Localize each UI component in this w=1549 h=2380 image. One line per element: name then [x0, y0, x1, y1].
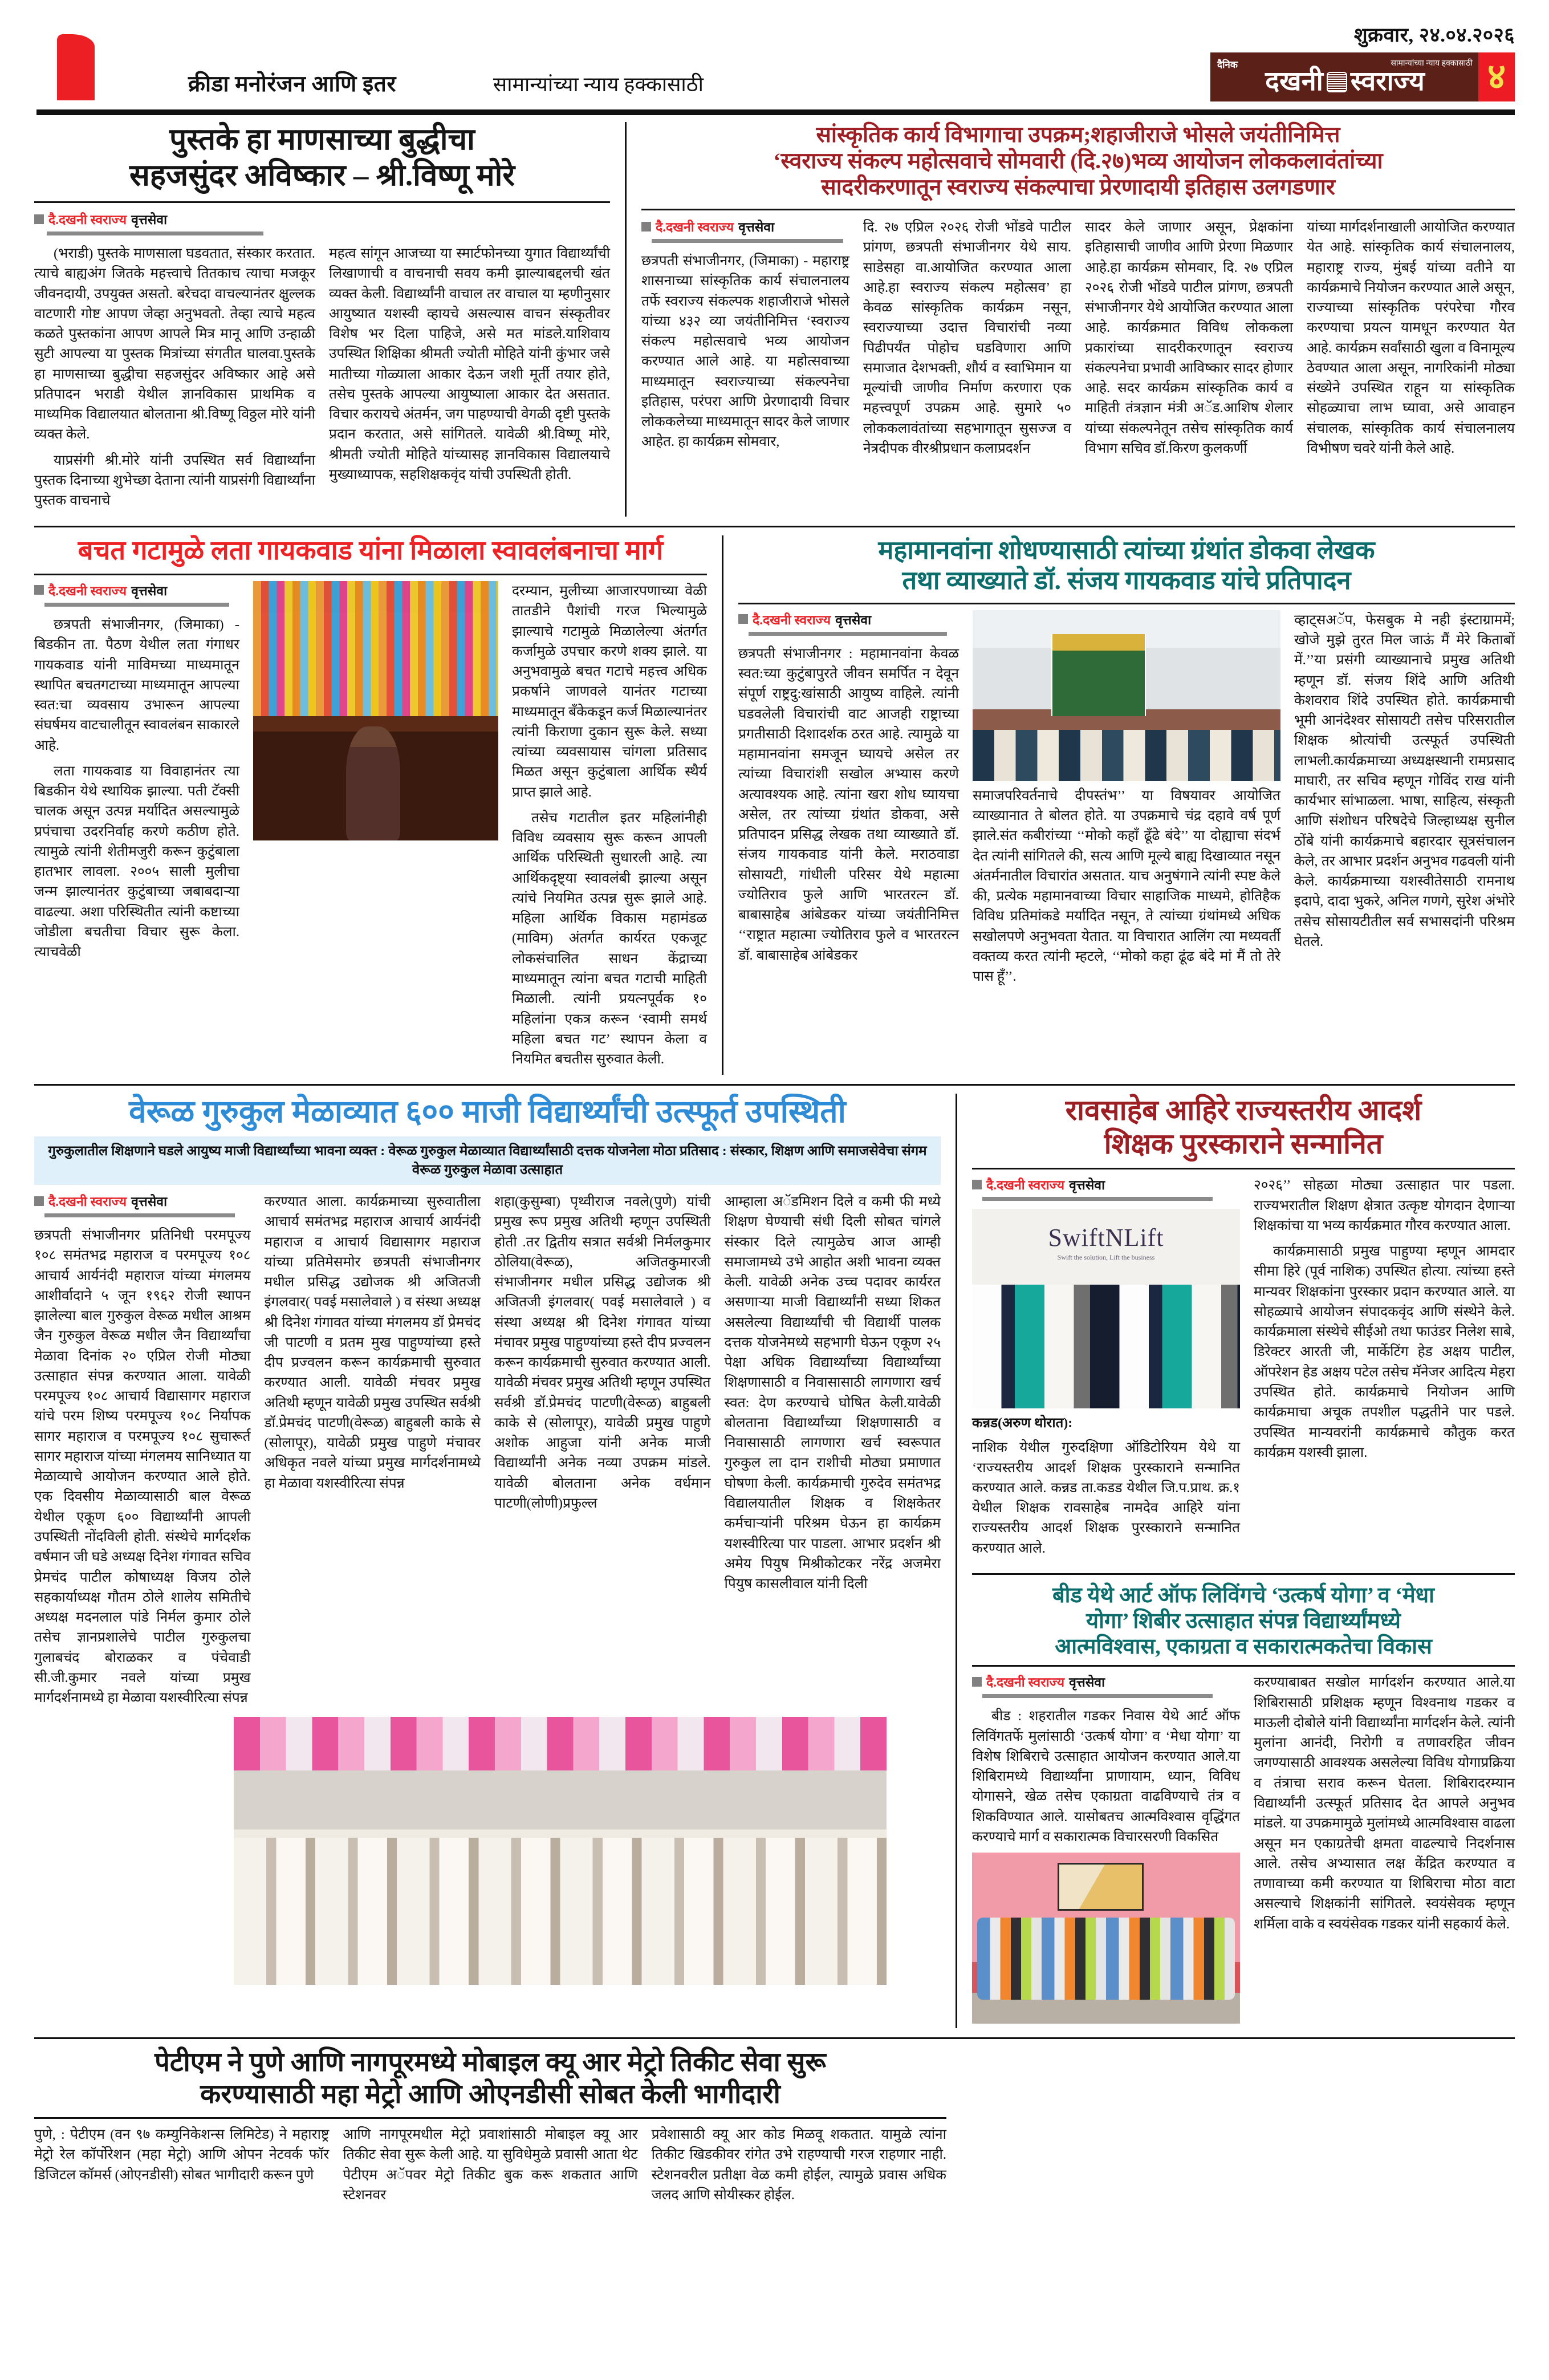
story1-rule [34, 201, 610, 203]
logo-tagline: सामान्यांच्या न्याय हक्कासाठी [1391, 59, 1473, 68]
byline-square-icon [641, 222, 651, 231]
kids-yoga-camp-photo [972, 1853, 1240, 2024]
story4-byline-rule [749, 632, 947, 636]
byline-paper-name: दै.दखनी स्वराज्य [48, 1195, 127, 1209]
story7-headline-line2: योगा’ शिबीर उत्साहात संपन्न विद्यार्थ्यांमध्ये [1086, 1609, 1401, 1633]
story7-headline-line3: आत्मविश्वास, एकाग्रता व सकारात्मकतेचा विकास [1055, 1634, 1432, 1659]
story5-para-3: शहा(कुसुम्बा) पृथ्वीराज नवले(पुणे) यांची प्रमुख रूप प्रमुख अतिथी म्हणून उपस्थिती होती .तर द्वितीय सत्रात सर्वश्री निर्मलकुमार ठोलिया(वेरूळ), अजितकुमारजी संभाजीनगर मधील प्रसिद्ध उद्योजक श्री अजितजी इंगलवार( पवई मसालेवाले ) व संस्था अध्यक्ष श्री दिनेश गंगावत यांच्या मंचावर प्रमुख पाहुण्यांच्या हस्ते दीप प्रज्वलन करून कार्यक्रमाची सुरुवात करण्यात आली. यावेळी मंचवर प्रमुख अतिथी म्हणून उपस्थित सर्वश्री डॉ.प्रेमचंद पाटणी(वेरूळ) बाहुबली काके से (सोलापूर), यावेळी प्रमुख पाहुणे अशोक आहुजा यांनी अनेक माजी विद्यार्थ्यांनी अनेक नव्या उपक्रम मांडले. यावेळी बोलताना अनेक वर्धमान पाटणी(लोणी)प्रफुल्ल [494, 1194, 711, 1511]
section-rule-4 [34, 2037, 1515, 2039]
story2-byline-rule [652, 239, 843, 243]
swiftnlift-logo-text [972, 1223, 1240, 1262]
byline-paper-name: दै.दखनी स्वराज्य [48, 213, 127, 228]
story1-byline-rule [47, 231, 263, 235]
award-brand-name: SwiftNLift [1048, 1223, 1164, 1252]
byline-service: वृत्तसेवा [131, 213, 168, 228]
story6-headline-line2: शिक्षक पुरस्काराने सन्मानित [1104, 1128, 1383, 1160]
story6-col-2 [1254, 1175, 1515, 1564]
logo-name-left: दखनी [1265, 67, 1323, 96]
story5-col-1 [34, 1192, 251, 1713]
story6-byline [972, 1175, 1240, 1193]
story2-para-1: छत्रपती संभाजीनगर, (जिमाका) - महाराष्ट्र शासनाच्या सांस्कृतिक कार्य संचालनालय तर्फे स्वराज्य संकल्पक शहाजीराजे भोसले यांच्या ४३२ व्या जयंतीनिमित्त ‘स्वराज्य संकल्प महोत्सवाचे भव्य आयोजन करण्यात आले आहे. या महोत्सवाच्या माध्यमातून स्वराज्याच्या संकल्पनेचा इतिहास, परंपरा आणि प्रेरणादायी विचार लोककलेच्या माध्यमातून सादर केले जाणार आहेत. हा कार्यक्रम सोमवार, [641, 253, 849, 450]
story-self-help-group [34, 535, 707, 1075]
story1-para-1: (भराडी) पुस्तके माणसाला घडवतात, संस्कार करतात. त्याचे बाह्यअंग जितके महत्त्वाचे तितकाच त्याचा मजकूर जीवनदायी, उपयुक्त असतो. बरेचदा वाचल्यानंतर क्षुल्लक वाटणारी गोष्ट आपण जेव्हा अनुभवतो. तेव्हा त्याचे महत्व कळते पुस्तकांना आपण आपले मित्र मानू आणि उन्हाळी सुटी आपल्या या पुस्तक मित्रांच्या संगतीत घालवा.पुस्तके हा माणसाच्या बुद्धीचा सहजसुंदर अविष्कार आहे असे प्रतिपादन भराडी येथील ज्ञानविकास प्राथमिक व माध्यमिक विद्यालयात बोलताना श्री.विष्णू विठ्ठल मोरे यांनी व्यक्त केले. [34, 246, 315, 442]
story2-para-3: सादर केले जाणार असून, प्रेक्षकांना इतिहासाची जाणीव आणि प्रेरणा मिळणार आहे.हा कार्यक्रम सोमवार, दि. २७ एप्रिल २०२६ रोजी भोंडवे पाटील प्रांगण, छत्रपती संभाजीनगर येथे आयोजित करण्यात आला आहे. कार्यक्रमात विविध लोककला प्रकारांच्या सादरीकरणातून स्वराज्य संकल्पनेचा प्रभावी आविष्कार सादर होणार आहे. सदर कार्यक्रम सांस्कृतिक कार्य व माहिती तंत्रज्ञान मंत्री अॅड.आशिष शेलार यांच्या संकल्पनेतून तसेच सांस्कृतिक कार्य विभाग सचिव डॉ.किरण कुलकर्णी [1085, 220, 1293, 456]
story5-col-2 [265, 1192, 481, 1713]
story6-rule [972, 1168, 1515, 1169]
story6-caption: कन्नड(अरुण थोरात): [972, 1416, 1073, 1431]
alumni-crowd-photo [234, 1717, 887, 1985]
masthead-rule [36, 109, 1515, 115]
masthead-red-bar-left [57, 34, 95, 100]
story7-rule [972, 1665, 1515, 1667]
story3-columns [34, 581, 707, 1075]
trophy-icon [1128, 1325, 1154, 1376]
logo-name-right: स्वराज्य [1350, 67, 1425, 96]
story-book-day [34, 122, 610, 517]
story6-para-3: कार्यक्रमासाठी प्रमुख पाहुण्या म्हणून आमदार सीमा हिरे (पूर्व नाशिक) उपस्थित होत्या. त्यांच्या हस्ते मान्यवर शिक्षकांना पुरस्कार प्रदान करण्यात आले. या सोहळ्याचे आयोजन संपादकवृंद आणि संस्थेने केले. कार्यक्रमाला संस्थेचे सीईओ तथा फाउंडर निलेश साबे, डिरेक्टर आरती जी, मार्केटिंग हेड अक्षय पाटील, ऑपरेशन हेड अक्षय पटेल तसेच मॅनेजर आदित्य मेहरा उपस्थित होते. कार्यक्रमाचे नियोजन आणि कार्यक्रमाचा अचूक तपशील पद्धतीने पार पडले. उपस्थित मान्यवरांनी कार्यक्रमाचे कौतुक करत कार्यक्रम यशस्वी झाला. [1254, 1244, 1515, 1460]
story5-columns [34, 1192, 941, 1713]
story5-para-2: करण्यात आला. कार्यक्रमाच्या सुरुवातीला आचार्य समंतभद्र महाराज आचार्य आर्यनंदी महाराज व आचार्य विद्यासागर महाराज यांच्या प्रतिमेसमोर छत्रपती संभाजीनगर मधील प्रसिद्ध उद्योजक श्री अजितजी इंगलवार( पवई मसालेवाले ) व संस्था अध्यक्ष श्री दिनेश गंगावत यांच्या मंगलमय डॉ प्रेमचंद जी पाटणी व प्रतम मुख पाहुण्यांच्या हस्ते दीप प्रज्वलन करून कार्यक्रमाची सुरुवात करण्यात आली. यावेळी मंचवर प्रमुख अतिथी म्हणून यावेळी प्रमुख उपस्थित सर्वश्री डॉ.प्रेमचंद पाटणी(वेरूळ) बाहुबली काके से (सोलापूर), यावेळी प्रमुख पाहुणे मंचावर अधिकृत नवले यांच्या प्रमुख मार्गदर्शनामध्ये हा मेळावा यशस्वीरित्या संपन्न [264, 1194, 481, 1491]
page-number-badge: ४ [1478, 52, 1515, 101]
story7-columns [972, 1672, 1515, 2028]
story5-subhead-box [34, 1136, 941, 1185]
story3-para-4: तसेच गटातील इतर महिलांनीही विविध व्यवसाय सुरू करून आपली आर्थिक परिस्थिती सुधारली आहे. त्या आर्थिकदृष्ट्या स्वावलंबी झाल्या असून त्यांचे नियमित उत्पन्न सुरू झाले आहे. महिला आर्थिक विकास महामंडळ (माविम) अंतर्गत कार्यरत एकजूट लोकसंचालित साधन केंद्राच्या माध्यमातून त्यांना बचत गटाची माहिती मिळाली. त्यांनी प्रयत्नपूर्वक १० महिलांना एकत्र करून ‘स्वामी समर्थ महिला बचत गट’ स्थापन केला व नियमित बचतीस सुरुवात केली. [512, 810, 707, 1067]
story-paytm-metro [34, 2047, 946, 2211]
story3-headline: बचत गटामुळे लता गायकवाड यांना मिळाला स्वावलंबनाचा मार्ग [78, 535, 664, 566]
story7-headline [972, 1583, 1515, 1659]
story3-para-2: लता गायकवाड या विवाहानंतर त्या बिडकीन येथे स्थायिक झाल्या. पती टॅक्सी चालक असून उत्पन्न मर्यादित असल्यामुळे प्रपंचाचा उदरनिर्वाह करणे कठीण होते. त्यामुळे त्यांनी शेतीमजुरी करून कुटुंबाला हातभार लावला. २००५ साली मुलीचा जन्म झाल्यानंतर कुटुंबाच्या जबाबदाऱ्या वाढल्या. अशा परिस्थितीत त्यांनी कष्टाच्या जोडीला बचतीचा विचार सुरू केला. त्याचवेळी [34, 763, 239, 960]
story4-col-3 [1294, 610, 1515, 993]
story7-para-2: करण्याबाबत सखोल मार्गदर्शन करण्यात आले.या शिबिरासाठी प्रशिक्षक म्हणून विश्वनाथ गडकर व माऊली दोबोले यांनी विद्यार्थ्यांना मार्गदर्शन केले. त्यांनी मुलांना आनंदी, निरोगी व तणावरहित जीवन जगण्यासाठी आवश्यक असलेल्या विविध योगाप्रक्रिया व तंत्राचा सराव करून घेतला. शिबिरादरम्यान विद्यार्थ्यांनी उत्स्फूर्त प्रतिसाद देत आपले अनुभव मांडले. या उपक्रमामुळे मुलांमध्ये आत्मविश्वास वाढला असून मन एकाग्रतेची क्षमता वाढल्याचे निदर्शनास आले. तसेच अभ्यासात लक्ष केंद्रित करण्यात व तणावाच्या कमी करण्यात या शिबिराचा मोठा वाटा असल्याचे शिक्षकांनी सांगितले. स्वयंसेवक म्हणून शर्मिला वाके व स्वयंसेवक गडकर यांनी सहकार्य केले. [1254, 1675, 1515, 1932]
story-art-of-living-yoga [972, 1583, 1515, 2028]
story6-headline [972, 1094, 1515, 1161]
row-2 [34, 535, 1515, 1075]
story6-columns [972, 1175, 1515, 1564]
story8-col-1 [34, 2125, 329, 2211]
byline-service: वृत्तसेवा [1069, 1675, 1105, 1690]
masthead-center [188, 68, 704, 98]
vertical-divider-2 [722, 535, 723, 1075]
story1-columns [34, 243, 610, 516]
story3-col-photo [253, 581, 498, 1075]
masthead-right [1210, 21, 1515, 101]
right-stack [972, 1094, 1515, 2028]
story2-col-1 [641, 217, 849, 464]
story2-para-4: यांच्या मार्गदर्शनाखाली आयोजित करण्यात येत आहे. सांस्कृतिक कार्य संचालनालय, महाराष्ट्र राज्य, मुंबई यांच्या वतीने या कार्यक्रमाचे नियोजन करण्यात आले असून, राज्याच्या सांस्कृतिक परंपरेचा गौरव करण्याचा प्रयत्न यामधून करण्यात येत आहे. कार्यक्रम सर्वांसाठी खुला व विनामूल्य ठेवण्यात आला असून, नागरिकांनी मोठ्या संख्येने उपस्थित राहून या सांस्कृतिक सोहळ्याचा लाभ घ्यावा, असे आवाहन संचालक, सांस्कृतिक कार्य संचालनालय विभीषण चवरे यांनी केले आहे. [1307, 220, 1515, 456]
byline-paper-name: दै.दखनी स्वराज्य [986, 1675, 1065, 1690]
story4-para-2: समाजपरिवर्तनाचे दीपस्तंभ’’ या विषयावर आयोजित व्याख्यानात ते बोलत होते. या उपक्रमाचे चंद्र दहावे वर्ष पूर्ण झाले.संत कबीरांच्या ‘‘मोको कहाँ ढूँढे बंदे’’ या दोह्याचा संदर्भ देत त्यांनी सांगितले की, सत्य आणि मूल्ये बाह्य दिखाव्यात नसून अंतर्मनातील विचारांत असतात. याच अनुषंगाने त्यांनी स्पष्ट केले की, प्रत्येक महामानवाच्या विचार साहाजिक माध्यमे, होतिहैक विविध प्रतिमांकडे मर्यादित नसून, ते त्यांच्या ग्रंथांमध्ये अधिक सखोलपणे अनुभवता येतात. या विचारात आलिंग त्या मध्यवर्ती वक्तव्य करत त्यांनी म्हटले, ‘‘मोको कहा ढूंढ बंदे मां मैं तो तेरे पास हूँ’’. [973, 787, 1280, 985]
story2-rule [641, 209, 1515, 210]
story5-col-3 [494, 1192, 711, 1713]
story1-col-2 [329, 243, 610, 516]
story3-byline [34, 581, 239, 599]
story3-para-1: छत्रपती संभाजीनगर, (जिमाका) - बिडकीन ता. पैठण येथील लता गंगाधर गायकवाड यांनी माविमच्या माध्यमातून स्थापित बचतगटाच्या माध्यमातून आपल्या स्वत:चा व्यवसाय उभारून आपल्या संघर्षमय वाटचालीतून स्वावलंबन साकारले आहे. [34, 616, 239, 753]
byline-paper-name: दै.दखनी स्वराज्य [48, 583, 127, 598]
story6-para-2: २०२६’’ सोहळा मोठ्या उत्साहात पार पडला. राज्यभरातील शिक्षण क्षेत्रात उत्कृष्ट योगदान देणाऱ्या शिक्षकांचा या भव्य कार्यक्रमात गौरव करण्यात आला. [1254, 1177, 1515, 1233]
section-rule-2 [34, 1084, 1515, 1086]
byline-square-icon [738, 614, 748, 624]
story6-byline-rule [982, 1197, 1213, 1201]
globe-icon [1327, 72, 1347, 92]
award-brand-sub: Swift the solution, Lift the business [1057, 1253, 1155, 1261]
story5-para-1: छत्रपती संभाजीनगर प्रतिनिधी परमपूज्य १०८ समंतभद्र महाराज व परमपूज्य १०८ आचार्य आर्यनंदी महाराज यांच्या मंगलमय आशीर्वादाने ५ जून १९६२ रोजी स्थापन झालेल्या बाल गुरुकुल वेरूळ मधील आश्रम जैन गुरुकुल वेरूळ मधील जैन विद्यार्थ्यांचा मेळावा दिनांक २० एप्रिल रोजी मोठ्या उत्साहात संपन्न करण्यात आला. यावेळी परमपूज्य १०८ आचार्य विद्यासागर महाराज यांचे परम शिष्य परमपूज्य १०८ निर्यापक सागर महाराज व परमपूज्य १०८ सुचारूर्त सागर महाराज यांच्या मंगलमय सानिध्यात या मेळाव्याचे आयोजन करण्यात आले होते. एक दिवसीय मेळाव्यासाठी बाल वेरूळ येथील एकूण ६०० विद्यार्थ्यांनी आपली उपस्थिती नोंदविली होती. संस्थेचे मार्गदर्शक वर्षमान जी घडे अध्यक्ष दिनेश गंगावत सचिव प्रेमचंद पाटील कोषाध्यक्ष विजय ठोले सहकार्याध्यक्ष गौतम ठोले शालेय समितीचे अध्यक्ष मदनलाल पांडे निर्मल कुमार ठोले तसेच ज्ञानप्रशालेचे पाटील गुरुकुलचा गुलाबचंद बोराळकर व पंचेवाडी सी.जी.कुमार नवले यांच्या प्रमुख मार्गदर्शनामध्ये हा मेळावा यशस्वीरित्या संपन्न [34, 1228, 251, 1706]
logo-dainik-label: दैनिक [1217, 59, 1238, 70]
story5-headline: वेरूळ गुरुकुल मेळाव्यात ६०० माजी विद्यार्थ्यांची उत्स्फूर्त उपस्थिती [129, 1094, 846, 1130]
story1-headline-line2: सहजसुंदर अविष्कार – श्री.विष्णू मोरे [129, 159, 515, 192]
story7-col-2 [1254, 1672, 1515, 2028]
story8-para-3: प्रवेशासाठी क्यू आर कोड मिळवू शकतात. यामुळे त्यांना तिकीट खिडकीवर रांगेत उभे राहण्याची गरज राहणार नाही. स्टेशनवरील प्रतीक्षा वेळ कमी होईल, त्यामुळे प्रवास अधिक जलद आणि सोयीस्कर होईल. [651, 2127, 946, 2203]
story8-para-1: पुणे, : पेटीएम (वन ९७ कम्युनिकेशन्स लिमिटेड) ने महाराष्ट्र मेट्रो रेल कॉर्पोरेशन (महा मेट्रो) आणि ओपन नेटवर्क फॉर डिजिटल कॉमर्स (ओएनडीसी) सोबत भागीदारी करून पुणे [34, 2127, 330, 2183]
award-ceremony-photo [972, 1209, 1240, 1408]
story4-rule [738, 603, 1515, 604]
story3-rule [34, 574, 707, 575]
story8-headline-line1: पेटीएम ने पुणे आणि नागपूरमध्ये मोबाइल क्यू आर मेट्रो तिकीट सेवा सुरू [155, 2048, 826, 2078]
masthead [0, 0, 1549, 106]
story-mahamanav-granth [738, 535, 1515, 1075]
story7-byline-rule [982, 1694, 1213, 1698]
publication-date: शुक्रवार, २४.०४.२०२६ [1353, 24, 1515, 46]
story4-headline-line2: तथा व्याख्याते डॉ. संजय गायकवाड यांचे प्रतिपादन [902, 566, 1351, 595]
story4-headline [738, 535, 1515, 596]
newspaper-logo [1210, 52, 1478, 101]
masthead-tagline: सामान्यांच्या न्याय हक्कासाठी [493, 73, 704, 96]
byline-service: वृत्तसेवा [131, 583, 168, 598]
story2-byline [641, 217, 849, 235]
byline-square-icon [972, 1677, 982, 1687]
story-swarajya-sankalp [641, 122, 1515, 517]
story7-byline [972, 1672, 1240, 1691]
story2-headline-line3: सादरीकरणातून स्वराज्य संकल्पाचा प्रेरणादायी इतिहास उलगडणार [821, 175, 1335, 200]
story2-col-3 [1085, 217, 1293, 464]
story2-col-2 [863, 217, 1071, 464]
story7-para-1: बीड : शहरातील गडकर निवास येथे आर्ट ऑफ लिविंगतर्फे मुलांसाठी ‘उत्कर्ष योगा’ व ‘मेधा योगा’ या विशेष शिबिराचे उत्साहात आयोजन करण्यात आले.या शिबिरामध्ये विद्यार्थ्यांना प्राणायाम, ध्यान, विविध योगासने, खेळ तसेच एकाग्रता वाढविण्याचे तंत्र व शिकविण्यात आले. यासोबतच आत्मविश्वास वृद्धिंगत करण्याचे मार्ग व सकारात्मक विचारसरणी विकसित [972, 1708, 1240, 1845]
section-label: क्रीडा मनोरंजन आणि इतर [188, 72, 396, 96]
story-adarsh-shikshak [972, 1094, 1515, 1564]
story4-col-photo [973, 610, 1280, 993]
story8-columns [34, 2125, 946, 2211]
story1-headline [34, 122, 610, 193]
story-verul-gurukul [34, 1094, 941, 2028]
story2-para-2: दि. २७ एप्रिल २०२६ रोजी भोंडवे पाटील प्रांगण, छत्रपती संभाजीनगर येथे साय. साडेसहा वा.आयोजित करण्यात आला आहे.हा स्वराज्य संकल्प महोत्सव’ हा केवळ सांस्कृतिक कार्यक्रम नसून, स्वराज्याच्या उदात्त विचारांची नव्या पिढीपर्यंत पोहोच घडविणारा आणि समाजात देशभक्ती, शौर्य व स्वाभिमान या मूल्यांची जाणीव निर्माण करणारा एक महत्त्वपूर्ण उपक्रम आहे. सुमारे ५० लोककलावंतांच्या सहभागातून सुसज्ज व नेत्रदीपक वीरश्रीप्रधान कलाप्रदर्शन [863, 220, 1071, 456]
byline-paper-name: दै.दखनी स्वराज्य [656, 220, 734, 235]
story2-headline [641, 122, 1515, 201]
story4-col-1 [738, 610, 959, 993]
story8-rule [34, 2117, 946, 2119]
snack-shop-woman-photo [253, 581, 498, 840]
story8-headline-line2: करण्यासाठी महा मेट्रो आणि ओएनडीसी सोबत केली भागीदारी [200, 2079, 780, 2109]
story8-col-3 [652, 2125, 946, 2211]
story3-col-3 [512, 581, 707, 1075]
byline-service: वृत्तसेवा [131, 1195, 168, 1209]
row-3 [34, 1094, 1515, 2028]
byline-square-icon [34, 585, 44, 595]
story2-col-4 [1307, 217, 1515, 464]
story2-headline-line2: ‘स्वराज्य संकल्प महोत्सवाचे सोमवारी (दि.२७)भव्य आयोजन लोककलावंतांच्या [773, 149, 1383, 174]
story5-para-4: आम्हाला अॅडमिशन दिले व कमी फी मध्ये शिक्षण घेण्याची संधी दिली सोबत चांगले संस्कार दिले त्यामुळेच आज आम्ही समाजामध्ये उभे आहोत अशी भावना व्यक्त केली. यावेळी अनेक उच्च पदावर कार्यरत असणाऱ्या माजी विद्यार्थ्यांनी सध्या शिकत असलेल्या विद्यार्थ्यांची ची विद्यार्थी पालक दत्तक योजनेमध्ये सहभागी घेऊन एकूण २५ पेक्षा अधिक विद्यार्थ्यांच्या विद्यार्थ्यांच्या शिक्षणासाठी व निवासासाठी लागणारा खर्च स्वत: देण करण्याचे घोषित केली.यावेळी बोलताना विद्यार्थ्यांच्या शिक्षणासाठी व निवासासाठी लागणारा खर्च स्वरूपात गुरुकुल ला दान राशीची मोठ्या प्रमाणात घोषणा केली. कार्यक्रमाची गुरुदेव समंतभद्र विद्यालयातील शिक्षक व शिक्षकेतर कर्मचाऱ्यांनी परिश्रम घेऊन हा कार्यक्रम यशस्वीरित्या पार पाडला. आभार प्रदर्शन श्री अमेय पियुष मिश्रीकोटकर नरेंद्र अजमेरा पियुष कासलीवाल यांनी दिली [724, 1194, 941, 1592]
section-rule-3 [972, 1573, 1515, 1575]
byline-service: वृत्तसेवा [1069, 1178, 1105, 1193]
masthead-logo-wrap [1210, 52, 1515, 101]
byline-service: वृत्तसेवा [738, 220, 775, 235]
story1-para-2: याप्रसंगी श्री.मोरे यांनी उपस्थित सर्व विद्यार्थ्यांना पुस्तक दिनाच्या शुभेच्छा देताना त्यांनी याप्रसंगी विद्यार्थ्यांना पुस्तक वाचनाचे [34, 452, 315, 509]
story5-byline [34, 1192, 251, 1210]
story8-col-2 [343, 2125, 637, 2211]
story4-columns [738, 610, 1515, 993]
story7-headline-line1: बीड येथे आर्ट ऑफ लिविंगचे ‘उत्कर्ष योगा’ व ‘मेधा [1052, 1583, 1434, 1607]
story5-subhead: गुरुकुलातील शिक्षणाने घडले आयुष्य माजी विद्यार्थ्यांच्या भावना व्यक्त : वेरूळ गुरुकुल मेळाव्यात विद्यार्थ्यांसाठी दत्तक योजनेला मोठा प्रतिसाद : संस्कार, शिक्षण आणि समाजसेवेचा संगम वेरूळ गुरुकुल मेळावा उत्साहात [48, 1144, 927, 1177]
story8-para-2: आणि नागपूरमधील मेट्रो प्रवाशांसाठी मोबाइल क्यू आर तिकीट सेवा सुरू केली आहे. या सुविधेमुळे प्रवासी आता थेट पेटीएम अॅपवर मेट्रो तिकीट बुक करू शकतात आणि स्टेशनवर [343, 2127, 638, 2203]
story2-columns [641, 217, 1515, 464]
certificate-frame [1026, 1329, 1066, 1380]
byline-paper-name: दै.दखनी स्वराज्य [753, 612, 831, 627]
story5-byline-rule [44, 1213, 235, 1217]
page-body [0, 122, 1549, 2211]
byline-square-icon [34, 214, 44, 224]
vertical-divider-3 [956, 1094, 957, 2028]
section-rule-1 [34, 526, 1515, 527]
story1-headline-line1: पुस्तके हा माणसाच्या बुद्धीचा [169, 123, 475, 156]
story4-para-3: व्हाट्सअॅप, फेसबुक मे नही इंस्टाग्राममें; खोजे मुझे तुरत मिल जाऊं मैं मेरे किताबों में.’’या प्रसंगी व्याख्यानाचे प्रमुख अतिथी म्हणून डॉ. संजय शिंदे आणि अतिथी केशवराव शिंदे उपस्थित होते. कार्यक्रमाची भूमी आनंदेश्वर सोसायटी तसेच परिसरातील शिक्षक श्रोत्यांची उत्स्फूर्त उपस्थिती लाभली.कार्यक्रमाच्या अध्यक्षस्थानी रामप्रसाद माघारी, तर सचिव म्हणून गोविंद राख यांनी कार्यभार सांभाळला. भाषा, साहित्य, संस्कृती आणि संशोधन परिषदेचे जिल्हाध्यक्ष सुनील ठोंबे यांनी कार्यक्रमाचे बहारदार सूत्रसंचालन केले, तर आभार प्रदर्शन अनुभव गढवली यांनी केले. कार्यक्रमाच्या यशस्वीतेसाठी रामनाथ इदापे, दादा भुकरे, अनिल गणगे, सुरेश अंभोरे तसेच सोसायटीतील सर्व सभासदांनी परिश्रम घेतले. [1294, 612, 1515, 949]
byline-paper-name: दै.दखनी स्वराज्य [986, 1178, 1065, 1193]
story6-col-photo [972, 1175, 1240, 1564]
story7-col-1 [972, 1672, 1240, 2028]
story2-headline-line1: सांस्कृतिक कार्य विभागाचा उपक्रम;शहाजीराजे भोसले जयंतीनिमित्त [816, 123, 1340, 147]
story1-para-3: महत्व सांगून आजच्या या स्मार्टफोनच्या युगात विद्यार्थ्यांची लिखाणाची व वाचनाची सवय कमी झाल्याबद्दलची खंत व्यक्त केली. विद्यार्थ्यांनी वाचाल तर वाचाल या म्हणीनुसार आयुष्यात यशस्वी व्हायचे असल्यास वाचन संस्कृतीवर विशेष भर दिला पाहिजे, असे मत मांडले.याशिवाय उपस्थित शिक्षिका श्रीमती ज्योती मोहिते यांनी कुंभार जसे मातीच्या गोळ्याला आकार देऊन जशी मूर्ती तयार होते, तसेच पुस्तके आपल्या आयुष्याला आकार देत असतात. विचार करायचे अंतर्मन, जग पाहण्याची वेगळी दृष्टी पुस्तके प्रदान करतात, असे सांगितले. यावेळी श्री.विष्णू मोरे, श्रीमती ज्योती मोहिते यांच्यासह ज्ञानविकास विद्यालयाचे मुख्याध्यापक, सहशिक्षकवृंद यांची उपस्थिती होती. [329, 246, 610, 482]
story1-byline [34, 210, 610, 228]
byline-service: वृत्तसेवा [835, 612, 872, 627]
story3-para-3: दरम्यान, मुलीच्या आजारपणाच्या वेळी तातडीने पैशांची गरज भिल्यामुळे झाल्याचे गटामुळे मिळालेल्या अंतर्गत कर्जामुळे उपचार करणे शक्य झाले. या अनुभवामुळे बचत गटाचे महत्त्व अधिक प्रकर्षाने जाणवले यानंतर गटाच्या माध्यमातून बँकेकडून कर्ज मिळाल्यानंतर त्यांनी किराणा दुकान सुरू केले. सध्या त्यांच्या व्यवसायास चांगला प्रतिसाद मिळत असून कुटुंबाला आर्थिक स्थैर्य प्राप्त झाले आहे. [512, 583, 707, 800]
story8-headline [34, 2047, 946, 2110]
dais-group-photo [973, 610, 1280, 781]
story3-col-1 [34, 581, 239, 1075]
vertical-divider-1 [625, 122, 627, 517]
byline-square-icon [34, 1196, 44, 1206]
byline-square-icon [972, 1180, 982, 1189]
story6-headline-line1: रावसाहेब आहिरे राज्यस्तरीय आदर्श [1065, 1094, 1422, 1127]
story4-para-1: छत्रपती संभाजीनगर : महामानवांना केवळ स्वत:च्या कुटुंबापुरते जीवन समर्पित न देवून संपूर्ण राष्ट्रदु:खांसाठी आयुष्य वाहिले. त्यांनी घडवलेली विचारांची वाट आजही राष्ट्राच्या प्रगतीसाठी दिशादर्शक ठरत आहे. त्यामुळे या महामानवांना समजून घ्यायचे असेल तर त्यांच्या विचारांशी सखोल अभ्यास करणे अत्यावश्यक आहे. त्यांना खरा शोध घ्यायचा असेल, तर त्यांच्या ग्रंथांत डोकवा, असे प्रतिपादन प्रसिद्ध लेखक तथा व्याख्याते डॉ. संजय गायकवाड यांनी केले. मराठवाडा सोसायटी, गांधीली परिसर येथे महात्मा ज्योतिराव फुले आणि भारतरत्न डॉ. बाबासाहेब आंबेडकर यांच्या जयंतीनिमित्त ‘‘राष्ट्रात महात्मा ज्योतिराव फुले व भारतरत्न डॉ. बाबासाहेब आंबेडकर [738, 645, 959, 963]
story3-byline-rule [44, 603, 229, 607]
story4-byline [738, 610, 959, 628]
story1-col-1 [34, 243, 315, 516]
story5-col-4 [725, 1192, 941, 1713]
guru-poster-icon [1058, 1863, 1143, 1911]
story4-headline-line1: महामानवांना शोधण्यासाठी त्यांच्या ग्रंथांत डोकवा लेखक [878, 535, 1375, 564]
story6-para-1: नाशिक येथील गुरुदक्षिणा ऑडिटोरियम येथे या ‘राज्यस्तरीय आदर्श शिक्षक पुरस्काराने सन्मानित करण्यात आले. कन्नड ता.कडड येथील जि.प.प्राथ. क्र.१ येथील शिक्षक रावसाहेब नामदेव आहिरे यांना राज्यस्तरीय आदर्श शिक्षक पुरस्काराने सन्मानित करण्यात आले. [972, 1440, 1240, 1556]
row-1 [34, 122, 1515, 517]
